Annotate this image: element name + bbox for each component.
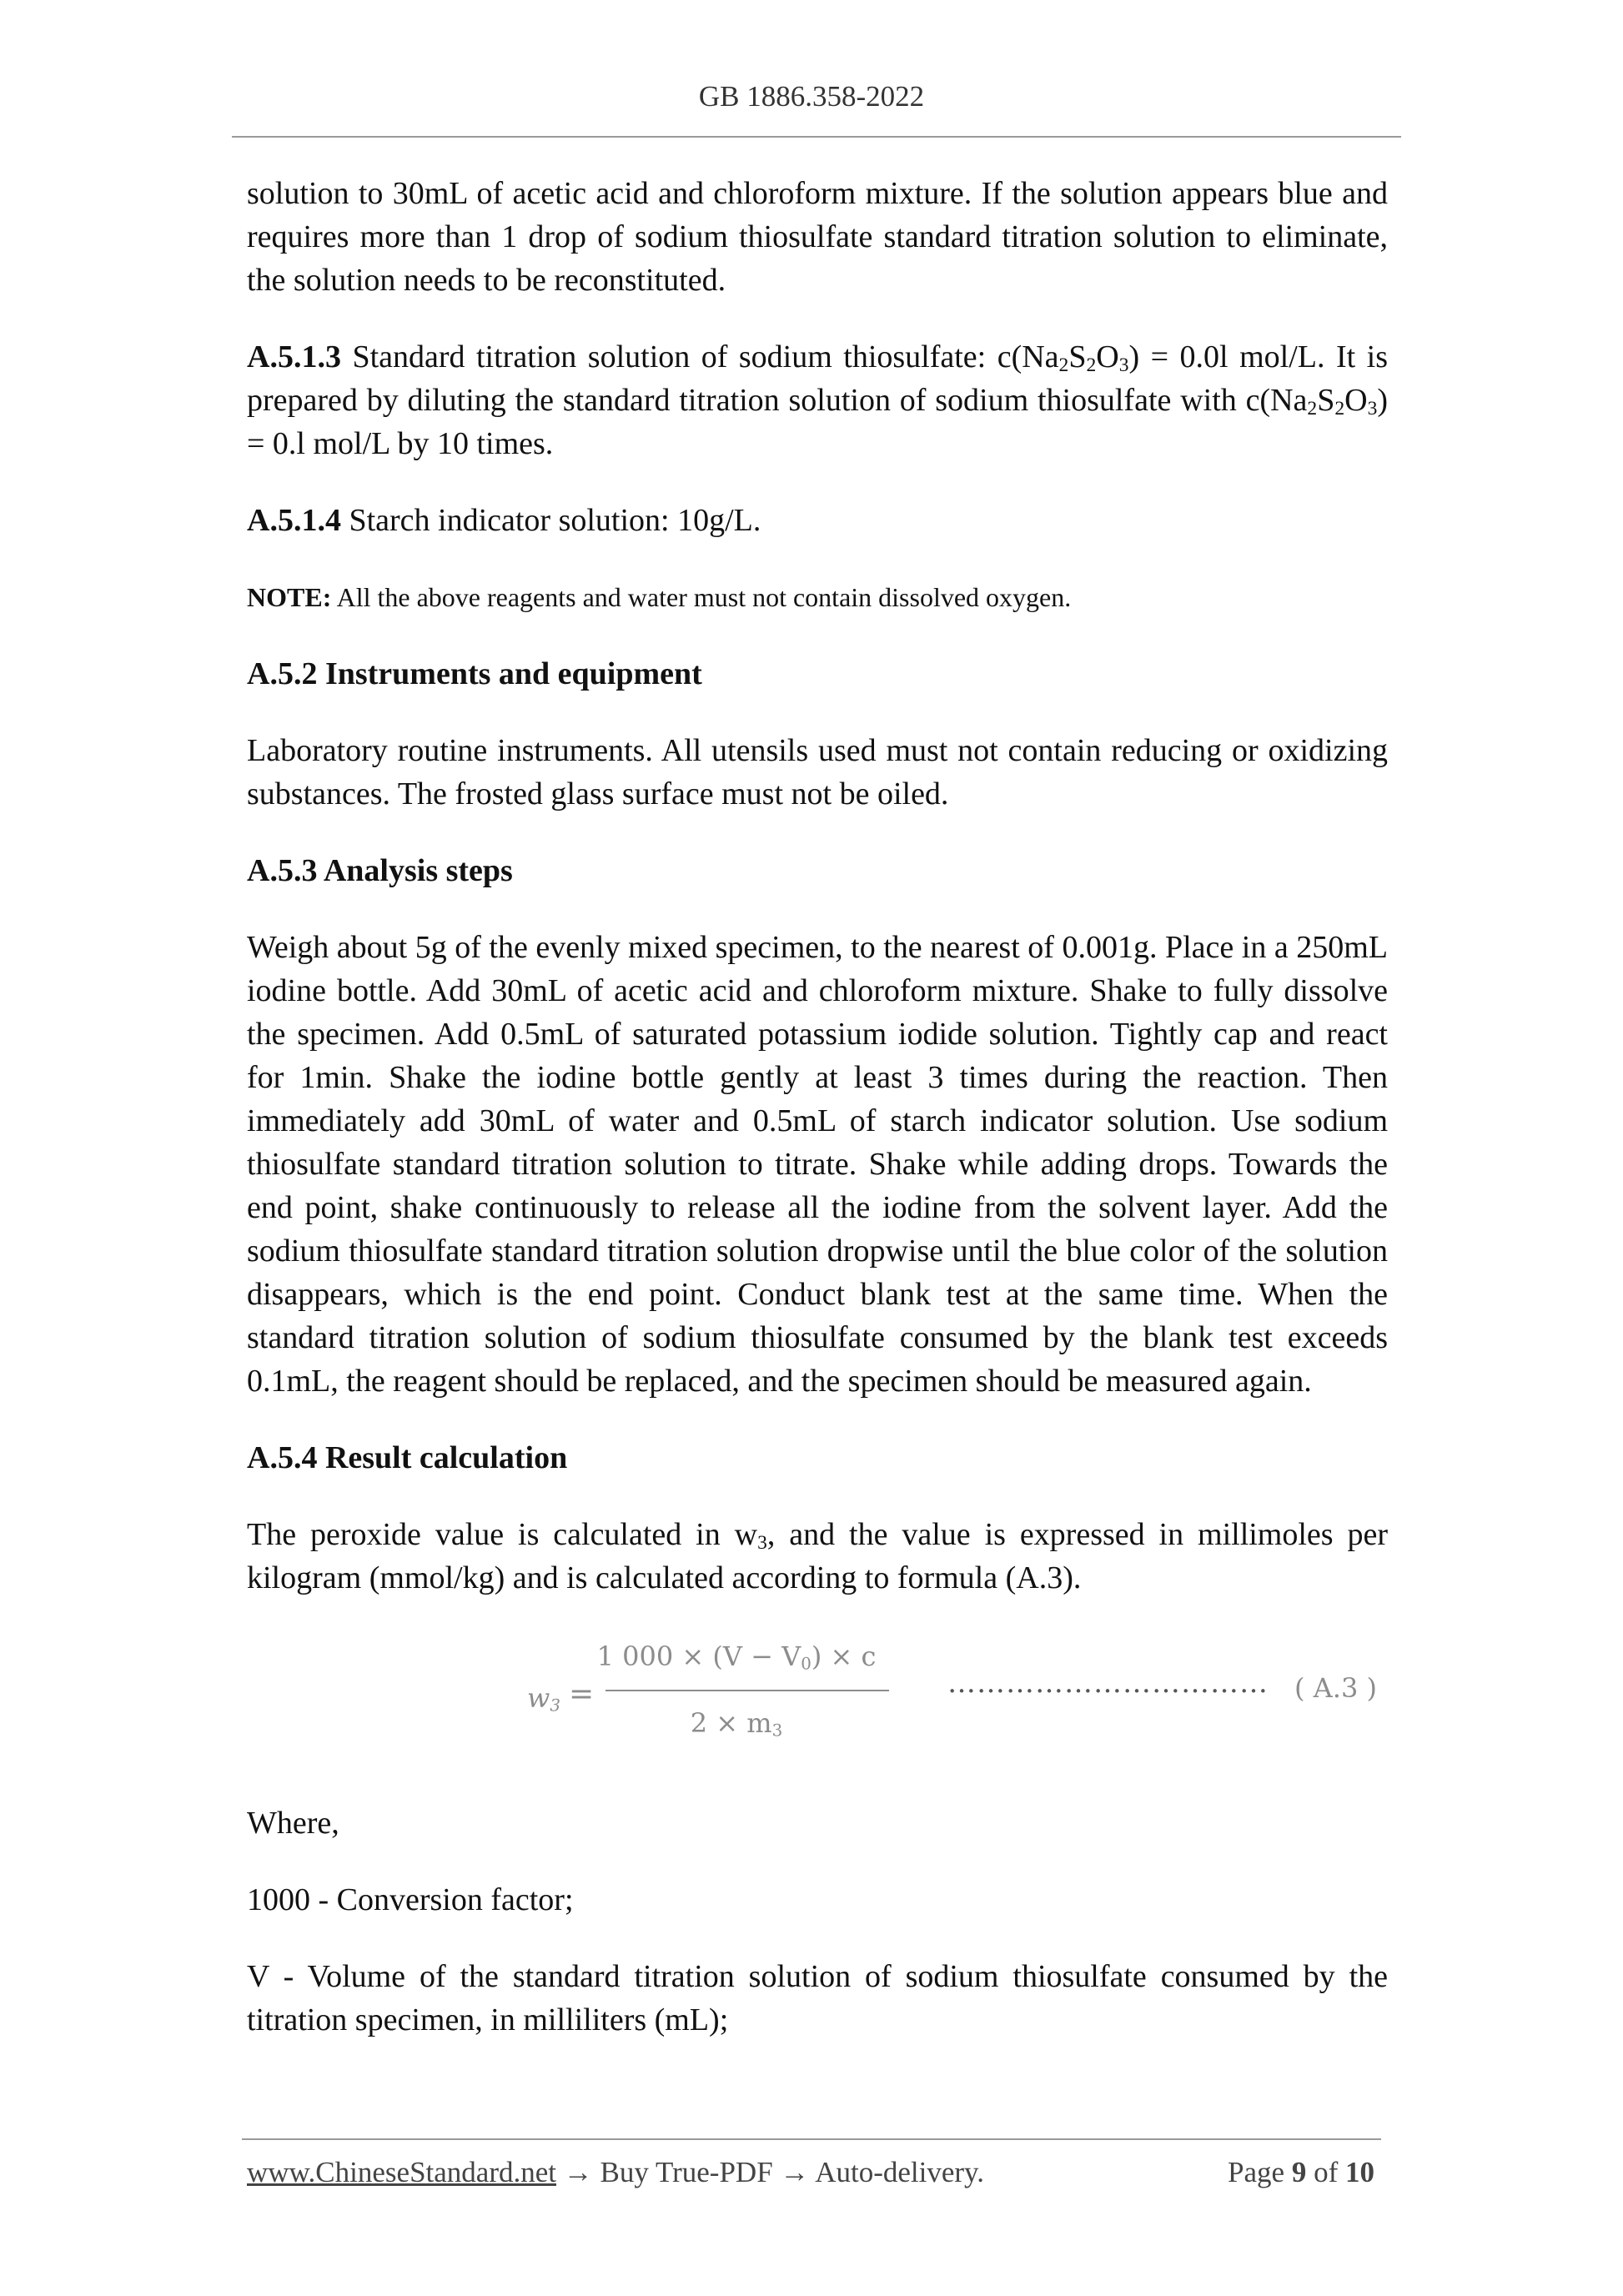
note: NOTE: All the above reagents and water must not contain dissolved oxygen. xyxy=(247,582,1072,612)
clause-number: A.5.1.3 xyxy=(247,339,341,374)
formula-number: ( A.3 ) xyxy=(1294,1672,1377,1704)
formula-fraction-bar xyxy=(605,1690,889,1691)
paragraph-a54: The peroxide value is calculated in $w_3$, and the value is expressed in millimoles per kilogram (mmol/kg) and is calculated according to formula (A.3). xyxy=(247,1517,1388,1595)
section-heading-a53: A.5.3 Analysis steps xyxy=(247,853,513,888)
formula-numerator: 1 $000 \times (V - V_0) \times c$ xyxy=(596,1640,877,1674)
clause-a513: A.5.1.3 Standard titration solution of sodium thiosulfate: $c(Na_2S_2O_3) = 0.0l$ mol/L. It is prepared by diluting the standard titration solution of sodium thiosulfate with $c(Na_2S_2O_3) = 0.l$ mol/L by 10 times. xyxy=(247,339,1388,461)
where-label: Where, xyxy=(247,1806,339,1841)
formula-equals: = xyxy=(569,1677,595,1711)
paragraph-reagent-continuation: solution to 30mL of acetic acid and chloroform mixture. If the solution appears blue and requires more than 1 drop of sodium thiosulfate standard titration solution to eliminate, the solution needs to be reconstituted. xyxy=(247,176,1388,298)
paragraph-a52: Laboratory routine instruments. All utensils used must not contain reducing or oxidizing substances. The frosted glass surface must not be oiled. xyxy=(247,733,1388,811)
page-header: GB 1886.358-2022 xyxy=(698,80,925,113)
formula-denominator: $2 \times m_3$ xyxy=(690,1707,783,1741)
section-heading-a52: A.5.2 Instruments and equipment xyxy=(247,656,702,691)
header-divider xyxy=(232,136,1401,138)
section-heading-a54: A.5.4 Result calculation xyxy=(247,1440,568,1475)
formula-lhs: $w_3$ xyxy=(527,1682,561,1716)
footer-divider xyxy=(242,2138,1381,2140)
formula-leader-dots: …………………………… xyxy=(947,1666,1269,1700)
note-label: NOTE: xyxy=(247,582,332,612)
footer-promo: www.ChineseStandard.net → Buy True-PDF → Auto-delivery. xyxy=(247,2156,985,2188)
paragraph-a53: Weigh about 5g of the evenly mixed specimen, to the nearest of 0.001g. Place in a 250mL iodine bottle. Add 30mL of acetic acid and chloroform mixture. Shake to fully dissolve the specimen. Add 0.5mL of saturated potassium iodide solution. Tightly cap and react for 1min. Shake the iodine bottle gently at least 3 times during the reaction. Then immediately add 30mL of water and 0.5mL of starch indicator solution. Use sodium thiosulfate standard titration solution to titrate. Shake while adding drops. Towards the end point, shake continuously to release all the iodine from the solvent layer. Add the sodium thiosulfate standard titration solution dropwise until the blue color of the solution disappears, which is the end point. Conduct blank test at the same time. When the standard titration solution of sodium thiosulfate consumed by the blank test exceeds 0.1mL, the reagent should be replaced, and the specimen should be measured again. xyxy=(247,930,1388,1399)
clause-number: A.5.1.4 xyxy=(247,503,341,538)
definition-v: V - Volume of the standard titration solution of sodium thiosulfate consumed by the titration specimen, in milliliters (mL); xyxy=(247,1959,1388,2037)
footer-link[interactable]: www.ChineseStandard.net xyxy=(247,2156,556,2188)
page-number: Page 9 of 10 xyxy=(1228,2156,1374,2188)
formula-a3 xyxy=(247,1618,1388,1768)
definition-1000: 1000 - Conversion factor; xyxy=(247,1882,574,1917)
document-body xyxy=(247,172,1388,2042)
clause-a514: A.5.1.4 Starch indicator solution: 10g/L. xyxy=(247,503,761,538)
